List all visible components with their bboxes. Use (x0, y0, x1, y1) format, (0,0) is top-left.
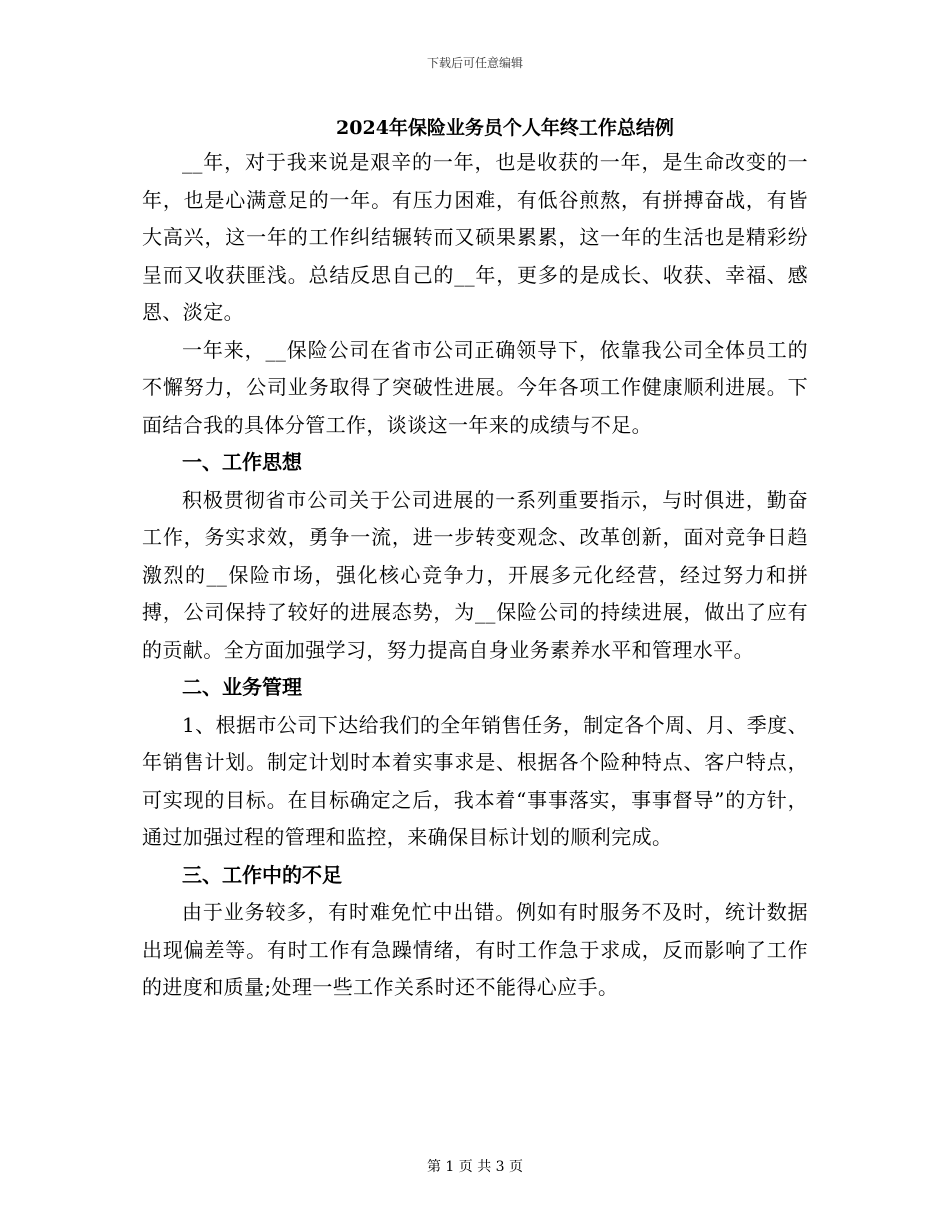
section-text-business-management: 1、根据市公司下达给我们的全年销售任务，制定各个周、月、季度、年销售计划。制定计划时本着实事求是、根据各个险种特点、客户特点，可实现的目标。在目标确定之后，我本着“事事落实，事事督导”的方针，通过加强过程的管理和监控，来确保目标计划的顺利完成。 (142, 712, 808, 849)
section-text-work-thought: 积极贯彻省市公司关于公司进展的一系列重要指示，与时俱进，勤奋工作，务实求效，勇争一流，进一步转变观念、改革创新，面对竞争日趋激烈的__保险市场，强化核心竞争力，开展多元化经营，经过努力和拼搏，公司保持了较好的进展态势，为__保险公司的持续进展，做出了应有的贡献。全方面加强学习，努力提高自身业务素养水平和管理水平。 (142, 487, 808, 662)
section-heading-work-thought: 一、工作思想 (182, 450, 302, 474)
header-note: 下载后可任意编辑 (426, 56, 523, 70)
section-text-shortcomings: 由于业务较多，有时难免忙中出错。例如有时服务不及时，统计数据出现偏差等。有时工作有急躁情绪，有时工作急于求成，反而影响了工作的进度和质量;处理一些工作关系时还不能得心应手。 (142, 900, 808, 999)
section-heading-shortcomings: 三、工作中的不足 (182, 862, 342, 887)
section-heading-business-management: 二、业务管理 (182, 675, 302, 699)
page-number: 第 1 页 共 3 页 (426, 1159, 524, 1175)
document-title: 2024年保险业务员个人年终工作总结例 (336, 117, 674, 139)
document-body (142, 112, 808, 1007)
intro-paragraph-1: __年，对于我来说是艰辛的一年，也是收获的一年，是生命改变的一年，也是心满意足的一年。有压力困难，有低谷煎熬，有拼搏奋战，有皆大高兴，这一年的工作纠结辗转而又硕果累累，这一年的生活也是精彩纷呈而又收获匪浅。总结反思自己的__年，更多的是成长、收获、幸福、感恩、淡定。 (142, 150, 808, 324)
intro-paragraph-2: 一年来，__保险公司在省市公司正确领导下，依靠我公司全体员工的不懈努力，公司业务取得了突破性进展。今年各项工作健康顺利进展。下面结合我的具体分管工作，谈谈这一年来的成绩与不足。 (142, 337, 808, 437)
